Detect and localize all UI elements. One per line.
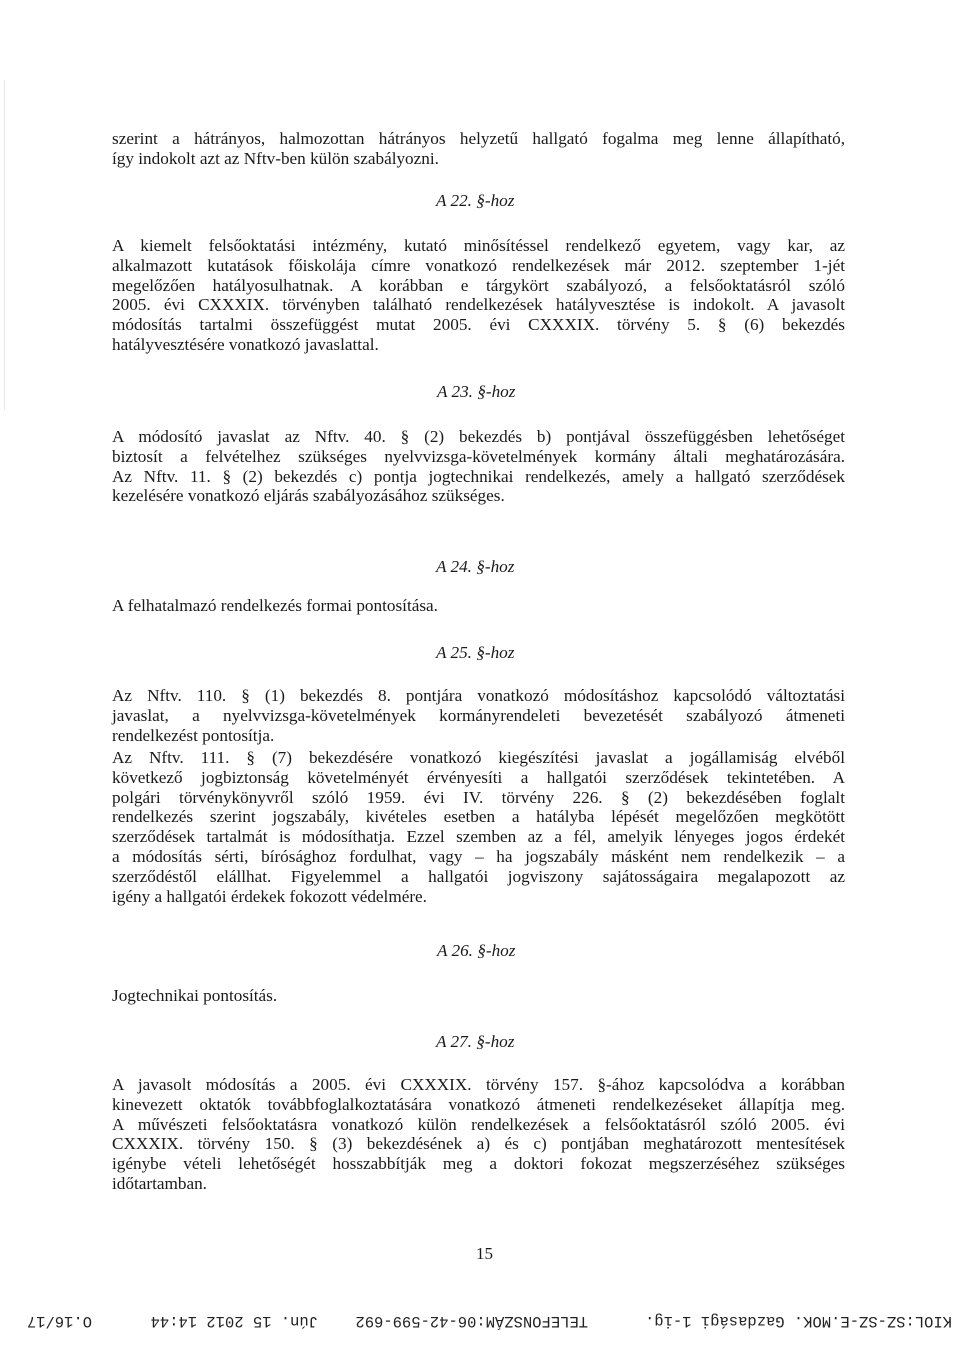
paragraph-6	[112, 748, 845, 906]
paragraph-line: A művészeti felsőoktatásra vonatkozó külön rendelkezések a felsőoktatásról szóló 2005. évi	[112, 1114, 845, 1134]
paragraph-line: megelőzően hatályosulhatnak. A korábban e tárgykört szabályozó, a felsőoktatásról szóló	[112, 275, 845, 295]
paragraph-1	[112, 129, 845, 169]
scan-edge-line	[4, 80, 5, 410]
paragraph-line: polgári törvénykönyvről szóló 1959. évi IV. törvény 226. § (2) bekezdésében foglalt	[112, 787, 845, 807]
section-heading-22: A 22. §-hoz	[436, 191, 515, 210]
page-number: 15	[476, 1244, 493, 1263]
paragraph-line: Az Nftv. 111. § (7) bekezdésére vonatkozó kiegészítési javaslat a jogállamiság elvéből	[112, 748, 845, 767]
section-heading-25: A 25. §-hoz	[436, 643, 515, 662]
paragraph-line: biztosít a felvételhez szükséges nyelvvizsga-követelmények kormány általi meghatározására.	[112, 446, 845, 466]
fax-sender: KIOL:SZ-SZ-E.MOK. Gazdasági 1-ig.	[645, 1312, 952, 1330]
section-heading-27: A 27. §-hoz	[436, 1032, 515, 1051]
paragraph-2	[112, 236, 845, 355]
paragraph-line: szerződések tartalmát is módosíthatja. Ezzel szemben az a fél, amelyik lényeges jogos érdekét	[112, 827, 845, 847]
paragraph-line: alkalmazott kutatások főiskolája címre vonatkozó rendelkezések már 2012. szeptember 1-jét	[112, 255, 845, 275]
paragraph-5	[112, 686, 845, 745]
fax-page: O.16/17	[26, 1312, 92, 1330]
paragraph-3	[112, 427, 845, 506]
paragraph-line: rendelkezés szerint jogszabály, kivételes esetben a hatályba lépését megelőzően megkötött	[112, 807, 845, 827]
paragraph-line: kezelésére vonatkozó eljárás szabályozásához szükséges.	[112, 486, 505, 506]
section-heading-24: A 24. §-hoz	[436, 557, 515, 576]
paragraph-7: Jogtechnikai pontosítás.	[112, 986, 278, 1005]
paragraph-line: következő jogbiztonság követelményét érvényesíti a hallgatói szerződések tekintetében. A	[112, 767, 845, 787]
paragraph-line: 2005. évi CXXXIX. törvényben található rendelkezések hatályvesztése is indokolt. A javasolt	[112, 295, 845, 315]
paragraph-line: javaslat, a nyelvvizsga-követelmények kormányrendeleti bevezetését szabályozó átmeneti	[112, 705, 845, 725]
paragraph-line: Az Nftv. 11. § (2) bekezdés c) pontja jogtechnikai rendelkezés, amely a hallgató szerződések	[112, 466, 845, 486]
paragraph-line: a módosítás sérti, bírósághoz fordulhat, vagy – ha jogszabály másként nem rendelkezik – a	[112, 846, 845, 866]
paragraph-line: A kiemelt felsőoktatási intézmény, kutató minősítéssel rendelkező egyetem, vagy kar, az	[112, 236, 845, 255]
paragraph-line: szerint a hátrányos, halmozottan hátrányos helyzetű hallgató fogalma meg lenne állapítható,	[112, 129, 845, 148]
section-heading-23: A 23. §-hoz	[437, 382, 516, 401]
paragraph-line: időtartamban.	[112, 1173, 207, 1193]
paragraph-line: így indokolt azt az Nftv-ben külön szabályozni.	[112, 148, 439, 168]
paragraph-8	[112, 1075, 845, 1194]
paragraph-line: A módosító javaslat az Nftv. 40. § (2) bekezdés b) pontjával összefüggésben lehetőséget	[112, 427, 845, 446]
paragraph-line: hatályvesztésére vonatkozó javaslattal.	[112, 334, 379, 354]
paragraph-4: A felhatalmazó rendelkezés formai pontosítása.	[112, 596, 438, 615]
paragraph-line: kinevezett oktatók továbbfoglalkoztatására vonatkozó átmeneti rendelkezéseket állapítja meg.	[112, 1094, 845, 1114]
paragraph-line: A javasolt módosítás a 2005. évi CXXXIX. törvény 157. §-ához kapcsolódva a korábban	[112, 1075, 845, 1094]
paragraph-line: Az Nftv. 110. § (1) bekezdés 8. pontjára vonatkozó módosításhoz kapcsolódó változtatási	[112, 686, 845, 705]
paragraph-line: CXXXIX. törvény 150. § (3) bekezdésének a) és c) pontjában meghatározott mentesítések	[112, 1134, 845, 1154]
fax-date: Jún. 15 2012 14:44	[150, 1312, 318, 1330]
section-heading-26: A 26. §-hoz	[437, 941, 516, 960]
paragraph-line: módosítás tartalmi összefüggést mutat 2005. évi CXXXIX. törvény 5. § (6) bekezdés	[112, 315, 845, 335]
fax-phone: TELEFONSZÁM:06-42-599-692	[355, 1312, 588, 1330]
paragraph-line: igény a hallgatói érdekek fokozott védelmére.	[112, 886, 427, 906]
paragraph-line: igénybe vételi lehetőségét hosszabbítják meg a doktori fokozat megszerzéséhez szükséges	[112, 1154, 845, 1174]
fax-header	[0, 1306, 960, 1330]
paragraph-line: rendelkezést pontosítja.	[112, 725, 275, 745]
paragraph-line: szerződéstől elállhat. Figyelemmel a hallgatói jogviszony sajátosságaira megalapozott az	[112, 866, 845, 886]
